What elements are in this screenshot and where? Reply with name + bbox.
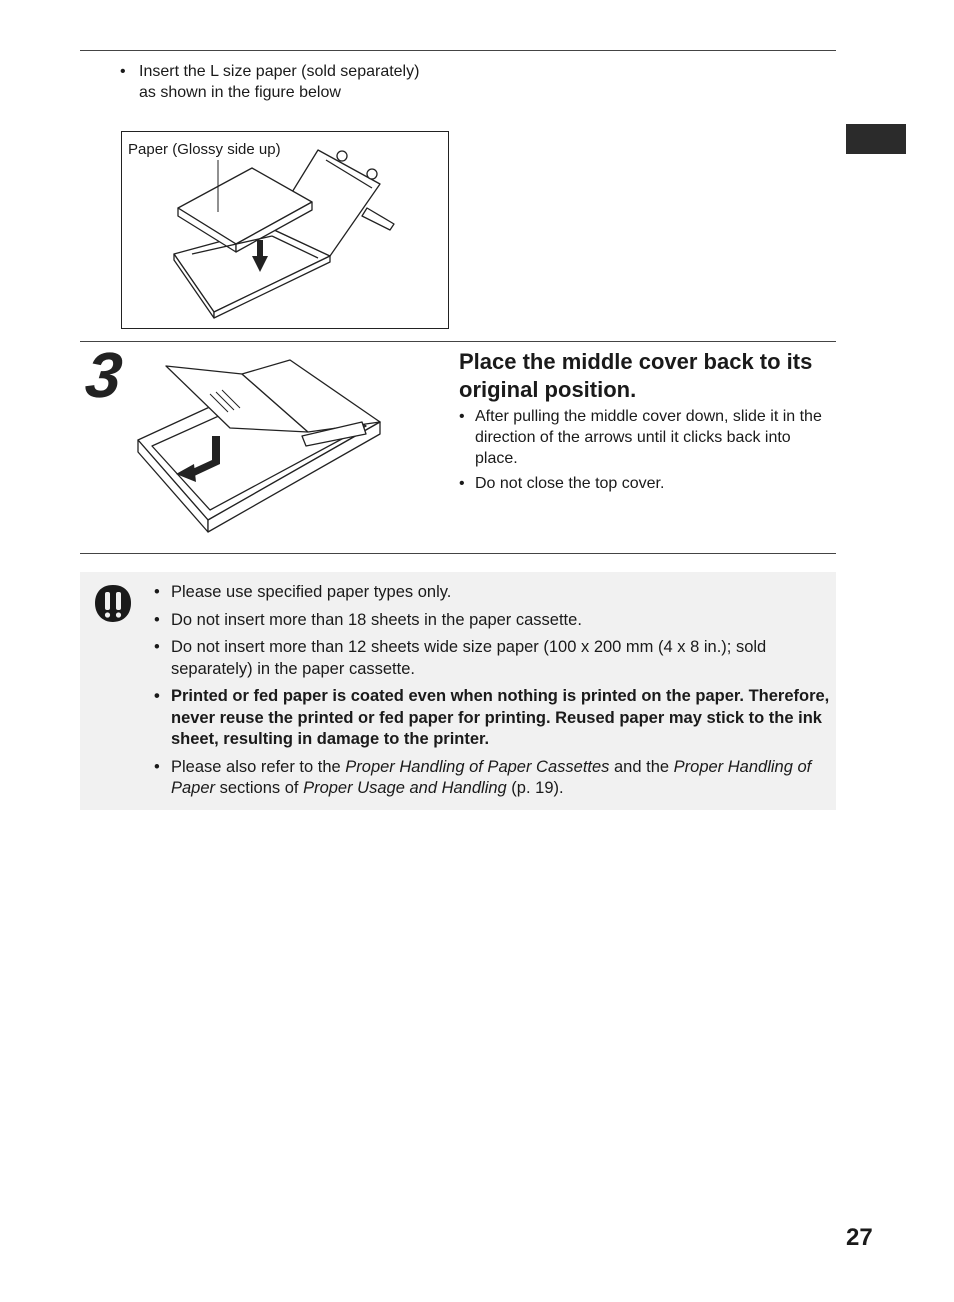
step-instructions — [459, 406, 834, 498]
reference-cassettes: Proper Handling of Paper Cassettes — [345, 757, 610, 776]
caution-icon — [94, 584, 132, 624]
list-item-warning: • Printed or fed paper is coated even when nothing is printed on the paper. Therefore, never reuse the printed or fed paper for printing. Reused paper may stick to the ink sheet, resulting in damage to the printer. — [154, 686, 834, 751]
list-item: • After pulling the middle cover down, slide it in the direction of the arrows until it clicks back into place. — [459, 406, 834, 469]
list-item: • Do not close the top cover. — [459, 473, 834, 494]
list-item: • Please use specified paper types only. — [154, 582, 834, 604]
chapter-thumb-tab — [846, 124, 906, 154]
step-rule — [80, 341, 836, 342]
reference-paper: Proper Handling of Paper — [171, 757, 812, 797]
step-number: 3 — [82, 339, 126, 411]
paper-cassette-illustration — [122, 132, 448, 328]
step-title: Place the middle cover back to its original position. — [459, 349, 813, 402]
intro-bullet: • Insert the L size paper (sold separately) as shown in the figure below — [120, 63, 420, 101]
caution-box — [80, 572, 836, 810]
caution-rule — [80, 553, 836, 554]
list-item: • Do not insert more than 18 sheets in the paper cassette. — [154, 610, 834, 632]
page-number: 27 — [846, 1224, 873, 1251]
middle-cover-illustration — [130, 350, 390, 540]
reference-usage: Proper Usage and Handling — [303, 779, 507, 797]
caution-list — [154, 582, 834, 806]
paper-loading-figure — [121, 131, 449, 329]
list-item: • Do not insert more than 12 sheets wide size paper (100 x 200 mm (4 x 8 in.); sold separately) in the paper cassette. — [154, 637, 834, 680]
figure-caption: Paper (Glossy side up) — [128, 141, 281, 158]
list-item-reference: • Please also refer to the Proper Handling of Paper Cassettes and the Proper Handling of Paper sections of Proper Usage and Handling (p. 19). — [154, 757, 834, 800]
top-rule — [80, 50, 836, 51]
intro-bullet-text: Insert the L size paper (sold separately) as shown in the figure below — [139, 63, 420, 101]
